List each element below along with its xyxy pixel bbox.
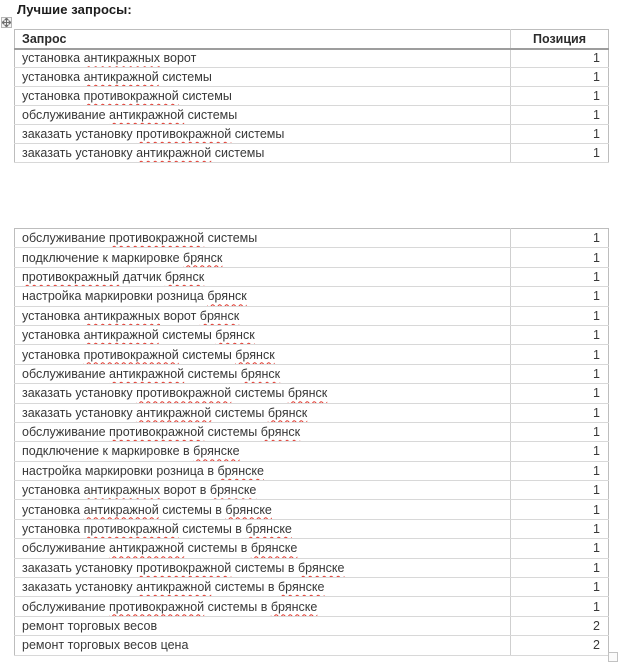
table-row xyxy=(15,49,609,68)
position-cell[interactable]: 1 xyxy=(511,287,609,306)
misspelled-word: антикражной xyxy=(83,328,159,343)
misspelled-word: брянске xyxy=(250,541,298,556)
misspelled-word: антикражных xyxy=(83,483,161,498)
page-title[interactable]: Лучшие запросы: xyxy=(17,2,132,17)
table-row xyxy=(15,144,609,163)
table-row xyxy=(15,384,609,403)
query-cell[interactable]: заказать установку антикражной системы брянск xyxy=(15,403,511,422)
query-cell[interactable]: обслуживание антикражной системы xyxy=(15,106,511,125)
table-row xyxy=(15,597,609,616)
query-cell[interactable]: заказать установку противокражной системы брянск xyxy=(15,384,511,403)
misspelled-word: противокражной xyxy=(136,386,232,401)
position-cell[interactable]: 1 xyxy=(511,481,609,500)
query-cell[interactable]: установка антикражной системы xyxy=(15,68,511,87)
table-row xyxy=(15,578,609,597)
table-row xyxy=(15,539,609,558)
query-cell[interactable]: подключение к маркировке брянск xyxy=(15,248,511,267)
misspelled-word: антикражных xyxy=(83,308,161,323)
table-row xyxy=(15,558,609,577)
position-cell[interactable]: 1 xyxy=(511,267,609,286)
position-cell[interactable]: 1 xyxy=(511,539,609,558)
misspelled-word: антикражной xyxy=(83,502,159,517)
misspelled-word: противокражный xyxy=(22,269,120,284)
table-move-handle[interactable] xyxy=(1,17,12,28)
position-cell[interactable]: 1 xyxy=(511,87,609,106)
query-cell[interactable]: установка противокражной системы брянск xyxy=(15,345,511,364)
misspelled-word: брянск xyxy=(235,347,275,362)
misspelled-word: противокражной xyxy=(83,89,179,103)
query-cell[interactable]: установка антикражной системы брянск xyxy=(15,325,511,344)
misspelled-word: брянске xyxy=(297,560,345,575)
table-row xyxy=(15,519,609,538)
table-row xyxy=(15,481,609,500)
position-cell[interactable]: 1 xyxy=(511,229,609,248)
position-cell[interactable]: 1 xyxy=(511,248,609,267)
query-cell[interactable]: обслуживание противокражной системы xyxy=(15,229,511,248)
misspelled-word: противокражной xyxy=(136,127,232,141)
table-row xyxy=(15,229,609,248)
misspelled-word: противокражной xyxy=(109,599,205,614)
move-arrows-icon xyxy=(2,18,11,27)
misspelled-word: брянск xyxy=(240,366,281,381)
table-resize-handle[interactable] xyxy=(608,652,618,662)
misspelled-word: антикражной xyxy=(83,70,159,84)
query-cell[interactable]: установка противокражной системы в брянске xyxy=(15,519,511,538)
misspelled-word: брянск xyxy=(199,308,240,323)
table-row xyxy=(15,422,609,441)
table-row xyxy=(15,287,609,306)
query-cell[interactable]: установка антикражной системы в брянске xyxy=(15,500,511,519)
misspelled-word: противокражной xyxy=(83,347,179,362)
misspelled-word: противокражной xyxy=(83,522,179,537)
misspelled-word: брянск xyxy=(287,386,328,401)
misspelled-word: брянске xyxy=(245,522,292,537)
misspelled-word: брянск xyxy=(215,328,255,343)
query-cell[interactable]: установка антикражных ворот xyxy=(15,49,511,68)
query-cell[interactable]: заказать установку противокражной системы xyxy=(15,125,511,144)
column-header-position[interactable]: Позиция xyxy=(511,30,609,49)
position-cell[interactable]: 1 xyxy=(511,461,609,480)
position-cell[interactable]: 1 xyxy=(511,500,609,519)
query-cell[interactable]: установка антикражных ворот в брянске xyxy=(15,481,511,500)
table-row xyxy=(15,267,609,286)
table-row xyxy=(15,403,609,422)
misspelled-word: противокражной xyxy=(109,231,205,246)
position-cell[interactable]: 1 xyxy=(511,578,609,597)
query-cell[interactable]: противокражный датчик брянск xyxy=(15,267,511,286)
position-cell[interactable]: 1 xyxy=(511,68,609,87)
misspelled-word: брянске xyxy=(217,463,264,478)
query-cell[interactable]: обслуживание антикражной системы в брянске xyxy=(15,539,511,558)
column-header-query[interactable]: Запрос xyxy=(15,30,511,49)
position-cell[interactable]: 2 xyxy=(511,616,609,635)
table-row xyxy=(15,442,609,461)
query-cell[interactable]: ремонт торговых весов цена xyxy=(15,636,511,655)
query-cell[interactable]: установка противокражной системы xyxy=(15,87,511,106)
table-row xyxy=(15,125,609,144)
misspelled-word: брянск xyxy=(207,289,247,304)
queries-table-top xyxy=(14,29,609,163)
table-row xyxy=(15,636,609,655)
table-row xyxy=(15,616,609,635)
position-cell[interactable]: 1 xyxy=(511,325,609,344)
query-cell[interactable]: настройка маркировки розница брянск xyxy=(15,287,511,306)
misspelled-word: брянск xyxy=(164,269,205,284)
misspelled-word: брянск xyxy=(267,405,308,420)
table-row xyxy=(15,87,609,106)
table-row xyxy=(15,306,609,325)
table-row xyxy=(15,500,609,519)
query-cell[interactable]: обслуживание антикражной системы брянск xyxy=(15,364,511,383)
position-cell[interactable]: 1 xyxy=(511,364,609,383)
position-cell[interactable]: 1 xyxy=(511,558,609,577)
position-cell[interactable]: 1 xyxy=(511,125,609,144)
misspelled-word: противокражной xyxy=(109,425,205,440)
query-cell[interactable]: обслуживание противокражной системы брянск xyxy=(15,422,511,441)
table-row xyxy=(15,248,609,267)
misspelled-word: антикражной xyxy=(109,108,185,122)
position-cell[interactable]: 1 xyxy=(511,442,609,461)
table-row xyxy=(15,364,609,383)
position-cell[interactable]: 1 xyxy=(511,519,609,538)
misspelled-word: антикражной xyxy=(136,146,212,160)
misspelled-word: антикражной xyxy=(136,405,212,420)
query-cell[interactable]: настройка маркировки розница в брянске xyxy=(15,461,511,480)
table-row xyxy=(15,106,609,125)
table-row xyxy=(15,345,609,364)
position-cell[interactable]: 2 xyxy=(511,636,609,655)
misspelled-word: антикражной xyxy=(109,366,185,381)
position-cell[interactable]: 1 xyxy=(511,597,609,616)
misspelled-word: брянске xyxy=(209,483,257,498)
query-cell[interactable]: обслуживание противокражной системы в брянске xyxy=(15,597,511,616)
position-cell[interactable]: 1 xyxy=(511,403,609,422)
position-cell[interactable]: 1 xyxy=(511,345,609,364)
table-row xyxy=(15,325,609,344)
misspelled-word: антикражных xyxy=(83,51,161,66)
position-cell[interactable]: 1 xyxy=(511,49,609,68)
misspelled-word: противокражной xyxy=(136,560,232,575)
queries-table-continued xyxy=(14,228,609,656)
query-cell[interactable]: заказать установку противокражной системы в брянске xyxy=(15,558,511,577)
table-row xyxy=(15,68,609,87)
table-header-row xyxy=(15,30,609,49)
position-cell[interactable]: 1 xyxy=(511,422,609,441)
misspelled-word: брянск xyxy=(183,250,223,265)
misspelled-word: антикражной xyxy=(109,541,185,556)
misspelled-word: антикражной xyxy=(136,580,212,595)
position-cell[interactable]: 1 xyxy=(511,306,609,325)
position-cell[interactable]: 1 xyxy=(511,384,609,403)
query-cell[interactable]: ремонт торговых весов xyxy=(15,616,511,635)
misspelled-word: брянск xyxy=(260,425,301,440)
position-cell[interactable]: 1 xyxy=(511,106,609,125)
table-row xyxy=(15,461,609,480)
position-cell[interactable]: 1 xyxy=(511,144,609,163)
query-cell[interactable]: заказать установку антикражной системы xyxy=(15,144,511,163)
misspelled-word: брянске xyxy=(193,444,240,459)
query-cell[interactable]: подключение к маркировке в брянске xyxy=(15,442,511,461)
misspelled-word: брянске xyxy=(277,580,325,595)
query-cell[interactable]: заказать установку антикражной системы в брянске xyxy=(15,578,511,597)
misspelled-word: брянске xyxy=(225,502,272,517)
query-cell[interactable]: установка антикражных ворот брянск xyxy=(15,306,511,325)
misspelled-word: брянске xyxy=(270,599,318,614)
